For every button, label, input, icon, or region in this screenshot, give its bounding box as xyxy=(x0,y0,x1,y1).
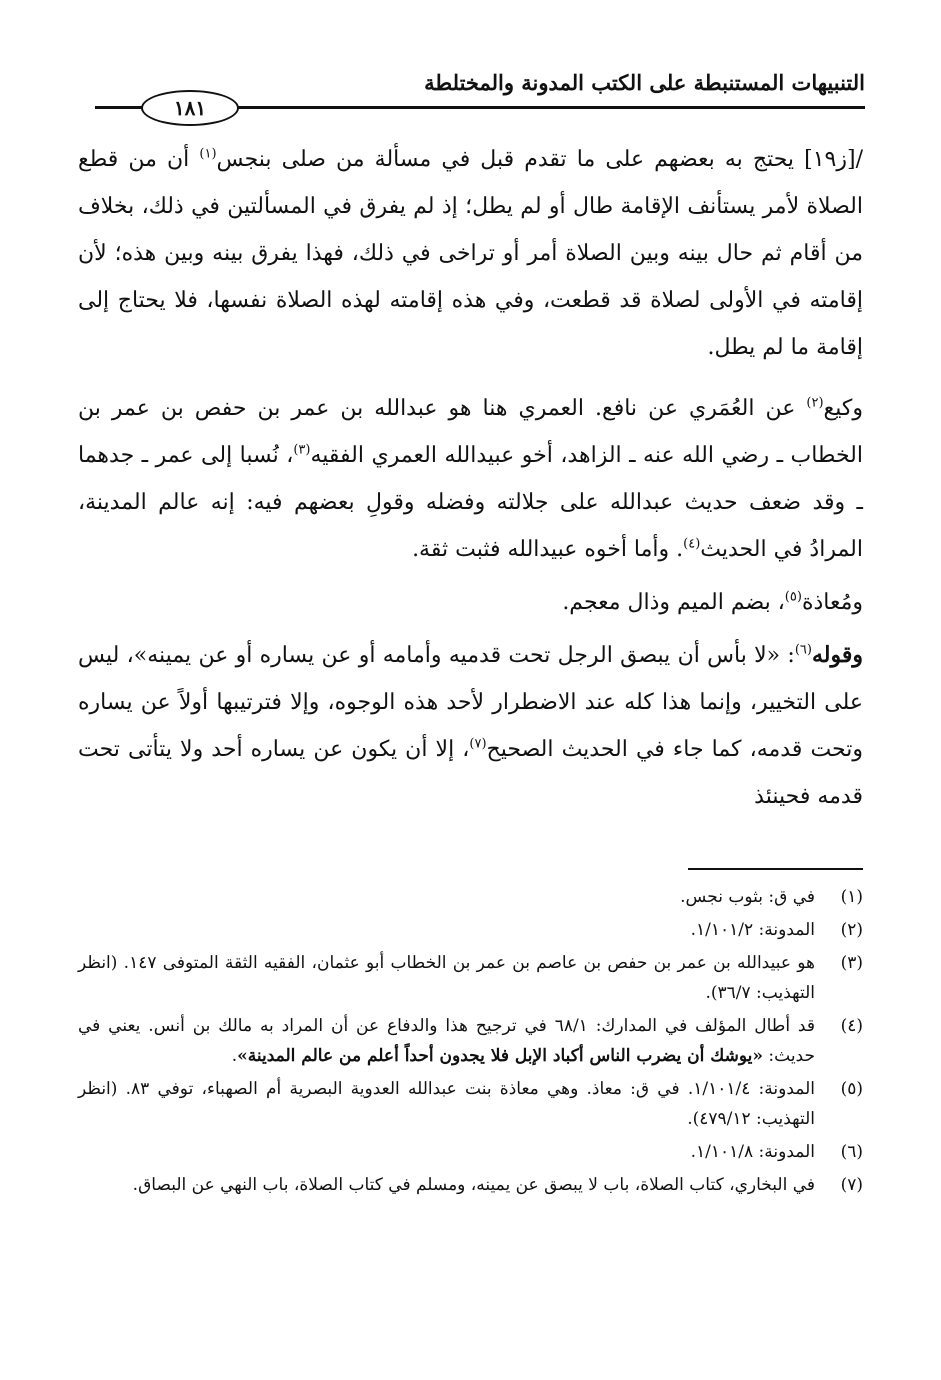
footnote-number: (٤) xyxy=(840,1016,863,1036)
page-header xyxy=(95,60,865,130)
footnote-ref-7: (٧) xyxy=(469,736,487,752)
footnote-1 xyxy=(78,882,863,912)
footnote-text: المدونة: ١/١٠١/٢. xyxy=(690,920,815,940)
paragraph-1 xyxy=(78,136,863,371)
footnote-number: (١) xyxy=(840,887,863,907)
footnote-ref-1: (١) xyxy=(199,146,217,162)
paragraph-2-text-d: . وأما أخوه عبيدالله فثبت ثقة. xyxy=(412,537,684,562)
paragraph-4-text-b: ، إلا أن يكون عن يساره أحد ولا يتأتى تحت قدمه فحينئذ xyxy=(78,737,863,809)
footnote-7 xyxy=(78,1170,863,1200)
paragraph-1-text-b: أن من قطع الصلاة لأمر يستأنف الإقامة طال أو لم يطل؛ إذ لم يفرق في المسألتين في ذلك، بخلاف من أقام ثم حال بينه وبين الصلاة أمر أو تراخى في ذلك، فهذا يفرق بينه وبين هذه؛ لأن إقامته في الأولى لصلاة قد قطعت، وفي هذه إقامته لهذه الصلاة نفسها، فلا يحتاج إلى إقامة ما لم يطل. xyxy=(78,147,863,360)
footnote-text-tail: . xyxy=(231,1046,238,1066)
footnote-text: قد أطال المؤلف في المدارك: ٦٨/١ في ترجيح هذا والدفاع عن أن المراد به مالك بن أنس. يعني في حديث: xyxy=(78,1016,815,1066)
footnote-3 xyxy=(78,948,863,1008)
footnote-ref-2: (٢) xyxy=(806,395,824,411)
footnote-ref-6: (٦) xyxy=(794,642,812,658)
footnote-text: هو عبيدالله بن عمر بن حفص بن عاصم بن عمر بن الخطاب أبو عثمان، الفقيه الثقة المتوفى ١٤٧. (انظر التهذيب: ٣٦/٧). xyxy=(78,953,815,1003)
footnote-ref-3: (٣) xyxy=(293,442,311,458)
footnote-text: المدونة: ١/١٠١/٨. xyxy=(690,1142,815,1162)
paragraph-4-text-a: : «لا بأس أن يبصق الرجل تحت قدميه وأمامه أو عن يساره أو عن يمينه»، ليس على التخيير، وإنما هذا كله عند الاضطرار لأحد هذه الوجوه، وإلا فترتيبها أولاً عن يساره وتحت قدمه، كما جاء في الحديث الصحيح xyxy=(78,643,864,762)
paragraph-4-lead: وقوله xyxy=(811,642,863,668)
paragraph-3 xyxy=(78,579,863,626)
footnote-separator xyxy=(688,868,863,870)
paragraph-4 xyxy=(78,632,863,820)
footnote-text: المدونة: ١/١٠١/٤. في ق: معاذ. وهي معاذة بنت عبدالله العدوية البصرية أم الصهباء، توفي ٨٣. (انظر التهذيب: ٤٧٩/١٢). xyxy=(78,1079,815,1129)
footnote-ref-5: (٥) xyxy=(784,589,802,605)
paragraph-2-text-a: وكيع xyxy=(823,396,863,421)
footnote-5 xyxy=(78,1074,863,1134)
paragraph-2-text-c: ، نُسبا إلى عمر ـ جدهما ـ وقد ضعف حديث عبدالله على جلالته وفضله وقولِ بعضهم فيه: إنه عالم المدينة، المرادُ في الحديث xyxy=(78,443,863,562)
footnote-hadith-quote: «يوشك أن يضرب الناس أكباد الإبل فلا يجدون أحداً أعلم من عالم المدينة» xyxy=(237,1046,763,1066)
paragraph-2-text-b: عن العُمَري عن نافع. العمري هنا هو عبدالله بن عمر بن حفص بن عمر بن الخطاب ـ رضي الله عنه ـ الزاهد، أخو عبيدالله العمري الفقيه xyxy=(78,396,863,468)
main-text xyxy=(78,136,863,820)
footnote-ref-4: (٤) xyxy=(683,536,701,552)
footnote-number: (٧) xyxy=(840,1175,863,1195)
footnote-text: في ق: بثوب نجس. xyxy=(680,887,815,907)
footnotes xyxy=(78,882,863,1203)
footnote-6 xyxy=(78,1137,863,1167)
running-title: التنبيهات المستنبطة على الكتب المدونة والمختلطة xyxy=(424,70,865,95)
paragraph-2 xyxy=(78,385,863,573)
footnote-number: (٥) xyxy=(840,1079,863,1099)
footnote-4 xyxy=(78,1011,863,1071)
page-number: ١٨١ xyxy=(141,90,239,126)
paragraph-1-text-a: /[ز١٩] يحتج به بعضهم على ما تقدم قبل في مسألة من صلى بنجس xyxy=(216,147,863,172)
paragraph-3-text-a: ومُعاذة xyxy=(801,590,863,615)
paragraph-3-text-b: ، بضم الميم وذال معجم. xyxy=(562,590,785,615)
footnote-text-container xyxy=(78,1011,815,1071)
footnote-2 xyxy=(78,915,863,945)
footnote-number: (٢) xyxy=(840,920,863,940)
footnote-text: في البخاري، كتاب الصلاة، باب لا يبصق عن يمينه، ومسلم في كتاب الصلاة، باب النهي عن البصاق. xyxy=(132,1175,815,1195)
footnote-number: (٣) xyxy=(840,953,863,973)
footnote-number: (٦) xyxy=(840,1142,863,1162)
